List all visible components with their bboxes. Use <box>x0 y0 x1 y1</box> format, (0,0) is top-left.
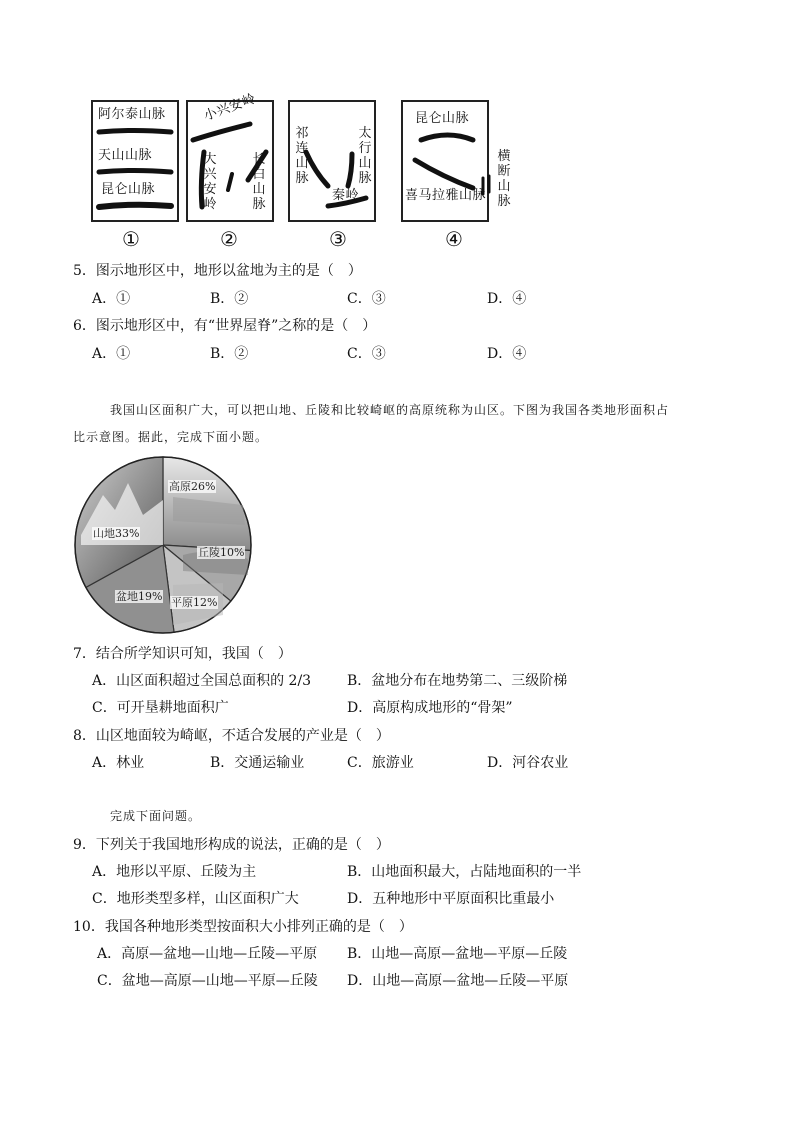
label-changbai: 长白山脉 <box>252 152 266 212</box>
q7-option-c[interactable]: C．可开垦耕地面积广 <box>92 700 229 716</box>
label-tianshan: 天山山脉 <box>98 148 153 163</box>
pie-label-mountain: 山地33% <box>93 527 140 540</box>
q6-option-d[interactable]: D．④ <box>487 346 527 362</box>
q8-option-c[interactable]: C．旅游业 <box>347 755 414 771</box>
q7-option-d[interactable]: D．高原构成地形的“骨架” <box>347 700 513 716</box>
pie-label-plain: 平原12% <box>171 596 218 609</box>
map-box-1 <box>91 100 179 222</box>
q7-option-a[interactable]: A．山区面积超过全国总面积的 2/3 <box>92 673 312 689</box>
label-hengduan: 横断山脉 <box>497 149 511 209</box>
q9-option-d[interactable]: D．五种地形中平原面积比重最小 <box>347 891 555 907</box>
pie-label-plateau: 高原26% <box>169 480 216 493</box>
label-daxinganling: 大兴安岭 <box>203 152 217 212</box>
q8-option-d[interactable]: D．河谷农业 <box>487 755 569 771</box>
q9-option-a[interactable]: A．地形以平原、丘陵为主 <box>92 864 257 880</box>
question-8: 8．山区地面较为崎岖，不适合发展的产业是（ ） <box>73 728 390 744</box>
label-kunlun: 昆仑山脉 <box>101 182 156 197</box>
map-number-2: ② <box>220 227 238 251</box>
question-5: 5．图示地形区中，地形以盆地为主的是（ ） <box>73 263 362 279</box>
q6-option-b[interactable]: B．② <box>210 346 249 362</box>
question-6: 6．图示地形区中，有“世界屋脊”之称的是（ ） <box>73 318 377 334</box>
label-qinling: 秦岭 <box>332 188 360 203</box>
label-kunlun-4: 昆仑山脉 <box>415 111 470 126</box>
q8-option-b[interactable]: B．交通运输业 <box>210 755 305 771</box>
pie-label-basin: 盆地19% <box>116 590 163 603</box>
label-altai: 阿尔泰山脉 <box>98 107 166 122</box>
map-number-3: ③ <box>329 227 347 251</box>
map-number-1: ① <box>122 227 140 251</box>
q6-option-c[interactable]: C．③ <box>347 346 386 362</box>
question-10: 10．我国各种地形类型按面积大小排列正确的是（ ） <box>73 919 413 935</box>
map-box-3 <box>288 100 376 222</box>
question-7: 7．结合所学知识可知，我国（ ） <box>73 646 292 662</box>
q6-option-a[interactable]: A．① <box>92 346 131 362</box>
map-number-4: ④ <box>445 227 463 251</box>
q5-option-c[interactable]: C．③ <box>347 291 386 307</box>
q9-option-b[interactable]: B．山地面积最大，占陆地面积的一半 <box>347 864 582 880</box>
q7-option-b[interactable]: B．盆地分布在地势第二、三级阶梯 <box>347 673 568 689</box>
label-himalaya: 喜马拉雅山脉 <box>405 188 487 203</box>
map-box-2 <box>186 91 274 222</box>
label-taihang: 太行山脉 <box>358 126 372 186</box>
intro-2: 完成下面问题。 <box>110 809 202 823</box>
label-xiaoxinganling: 小兴安岭 <box>202 91 258 125</box>
pie-label-hill: 丘陵10% <box>198 546 245 559</box>
question-9: 9．下列关于我国地形构成的说法，正确的是（ ） <box>73 837 390 853</box>
q5-option-a[interactable]: A．① <box>92 291 131 307</box>
map-box-4 <box>401 100 511 222</box>
q9-option-c[interactable]: C．地形类型多样，山区面积广大 <box>92 891 299 907</box>
terrain-pie-chart <box>73 455 253 635</box>
q5-option-b[interactable]: B．② <box>210 291 249 307</box>
q10-option-b[interactable]: B．山地—高原—盆地—平原—丘陵 <box>347 946 568 962</box>
intro-paragraph-line1: 我国山区面积广大，可以把山地、丘陵和比较崎岖的高原统称为山区。下图为我国各类地形面积占 <box>110 403 670 417</box>
label-qilian: 祁连山脉 <box>295 126 309 186</box>
q10-option-c[interactable]: C．盆地—高原—山地—平原—丘陵 <box>97 973 318 989</box>
q10-option-a[interactable]: A．高原—盆地—山地—丘陵—平原 <box>97 946 318 962</box>
q5-option-d[interactable]: D．④ <box>487 291 527 307</box>
q8-option-a[interactable]: A．林业 <box>92 755 145 771</box>
q10-option-d[interactable]: D．山地—高原—盆地—丘陵—平原 <box>347 973 569 989</box>
intro-paragraph-line2: 比示意图。据此，完成下面小题。 <box>73 430 269 444</box>
